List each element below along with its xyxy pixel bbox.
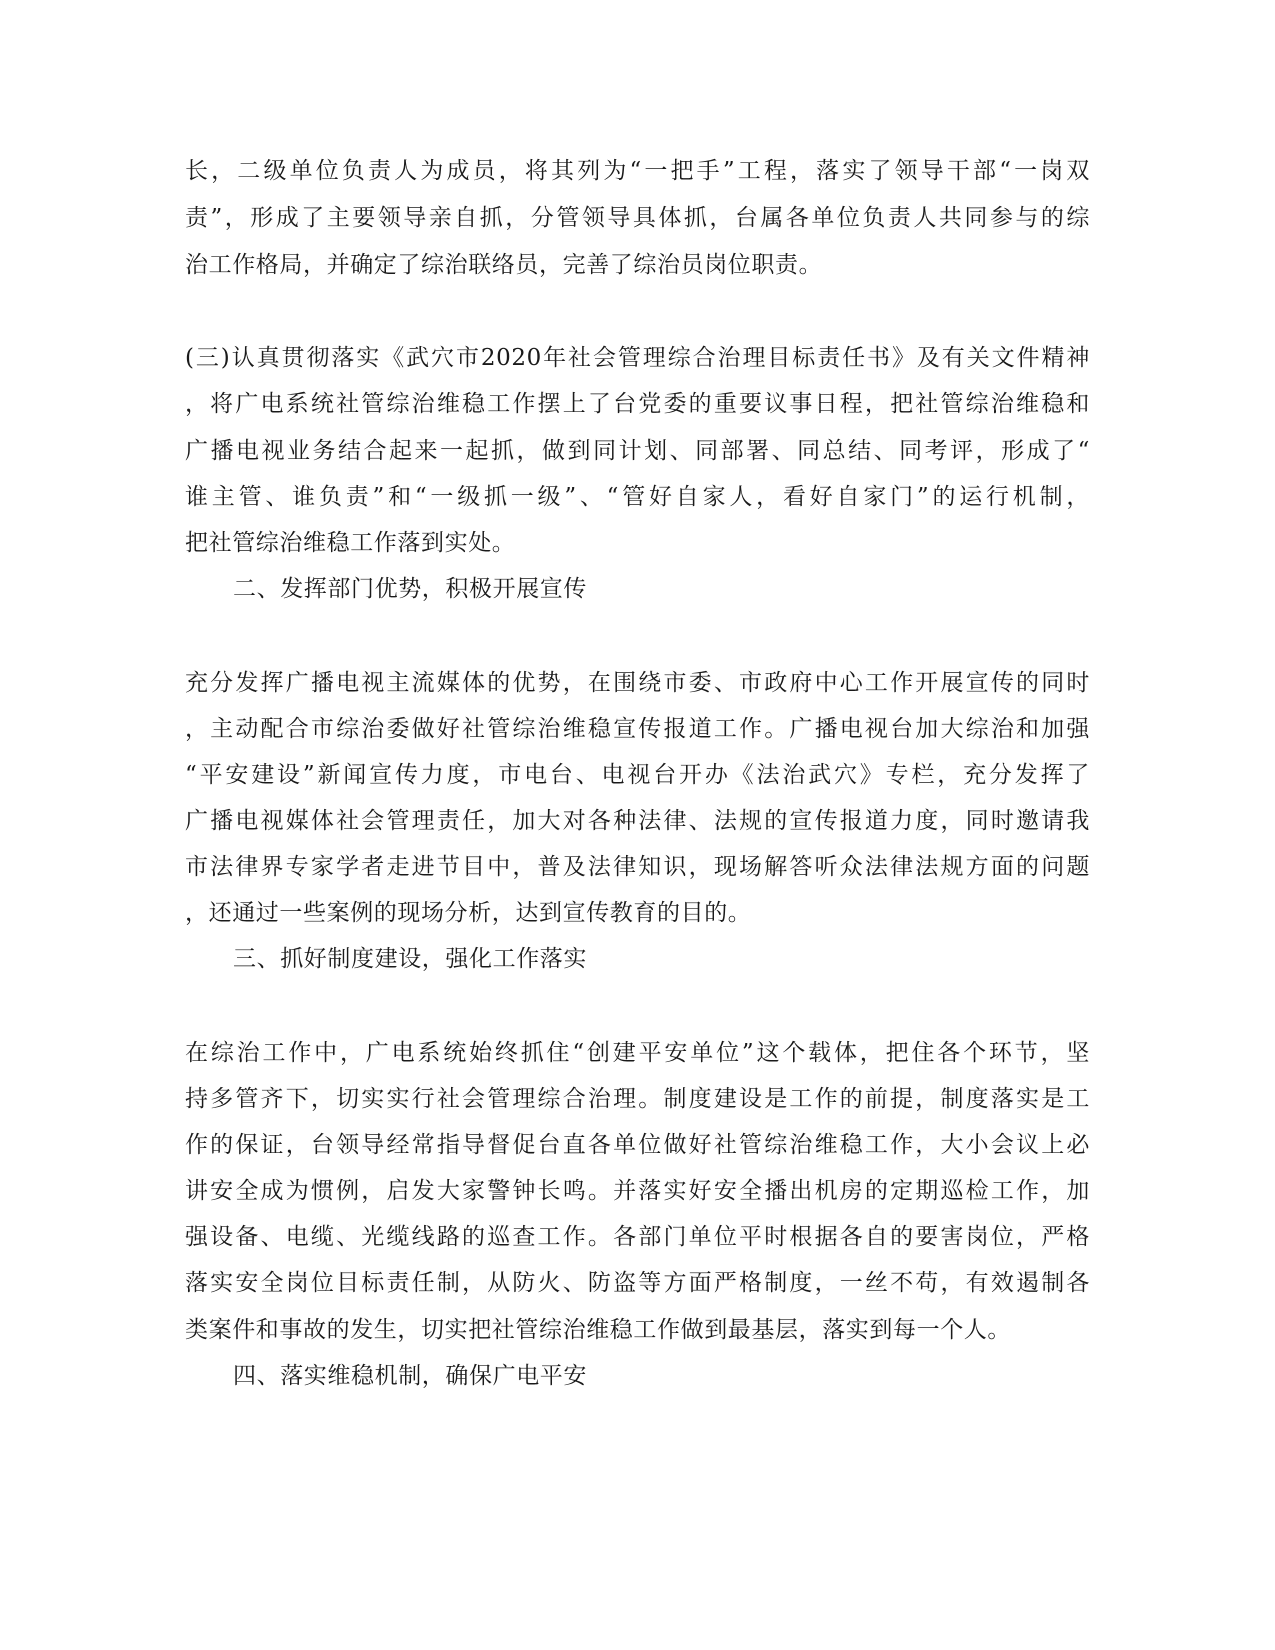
paragraph-1-line-1: 长，二级单位负责人为成员，将其列为“一把手”工程，落实了领导干部“一岗双 (185, 158, 1090, 184)
paragraph-1-line-2: 责”，形成了主要领导亲自抓，分管领导具体抓，台属各单位负责人共同参与的综 (185, 205, 1090, 231)
paragraph-3-line-4: 广播电视媒体社会管理责任，加大对各种法律、法规的宣传报道力度，同时邀请我 (185, 808, 1090, 834)
paragraph-4-line-1: 在综治工作中，广电系统始终抓住“创建平安单位”这个载体，把住各个环节，坚 (185, 1040, 1090, 1066)
paragraph-4-line-5: 强设备、电缆、光缆线路的巡查工作。各部门单位平时根据各自的要害岗位，严格 (185, 1224, 1090, 1250)
paragraph-1-line-3: 治工作格局，并确定了综治联络员，完善了综治员岗位职责。 (185, 252, 823, 278)
paragraph-3-line-1: 充分发挥广播电视主流媒体的优势，在围绕市委、市政府中心工作开展宣传的同时 (185, 670, 1090, 696)
paragraph-2-line-5: 把社管综治维稳工作落到实处。 (185, 530, 516, 556)
paragraph-4-line-3: 作的保证，台领导经常指导督促台直各单位做好社管综治维稳工作，大小会议上必 (185, 1132, 1090, 1158)
paragraph-2-line-1: (三)认真贯彻落实《武穴市2020年社会管理综合治理目标责任书》及有关文件精神 (185, 345, 1090, 371)
paragraph-3-line-6: ，还通过一些案例的现场分析，达到宣传教育的目的。 (185, 900, 752, 926)
paragraph-4-line-2: 持多管齐下，切实实行社会管理综合治理。制度建设是工作的前提，制度落实是工 (185, 1086, 1090, 1112)
paragraph-2-line-3: 广播电视业务结合起来一起抓，做到同计划、同部署、同总结、同考评，形成了“ (185, 438, 1090, 464)
paragraph-4-line-7: 类案件和事故的发生，切实把社管综治维稳工作做到最基层，落实到每一个人。 (185, 1317, 1011, 1343)
paragraph-4-line-4: 讲安全成为惯例，启发大家警钟长鸣。并落实好安全播出机房的定期巡检工作，加 (185, 1178, 1090, 1204)
paragraph-2-line-2: ，将广电系统社管综治维稳工作摆上了台党委的重要议事日程，把社管综治维稳和 (185, 391, 1090, 417)
section-heading-2: 二、发挥部门优势，积极开展宣传 (233, 576, 587, 602)
section-heading-4: 四、落实维稳机制，确保广电平安 (233, 1363, 587, 1389)
paragraph-3-line-5: 市法律界专家学者走进节目中，普及法律知识，现场解答听众法律法规方面的问题 (185, 854, 1090, 880)
section-heading-3: 三、抓好制度建设，强化工作落实 (233, 946, 587, 972)
paragraph-3-line-2: ，主动配合市综治委做好社管综治维稳宣传报道工作。广播电视台加大综治和加强 (185, 716, 1090, 742)
paragraph-4-line-6: 落实安全岗位目标责任制，从防火、防盗等方面严格制度，一丝不苟，有效遏制各 (185, 1270, 1090, 1296)
paragraph-3-line-3: “平安建设”新闻宣传力度，市电台、电视台开办《法治武穴》专栏，充分发挥了 (185, 762, 1090, 788)
paragraph-2-line-4: 谁主管、谁负责”和“一级抓一级”、“管好自家人，看好自家门”的运行机制， (185, 484, 1090, 510)
